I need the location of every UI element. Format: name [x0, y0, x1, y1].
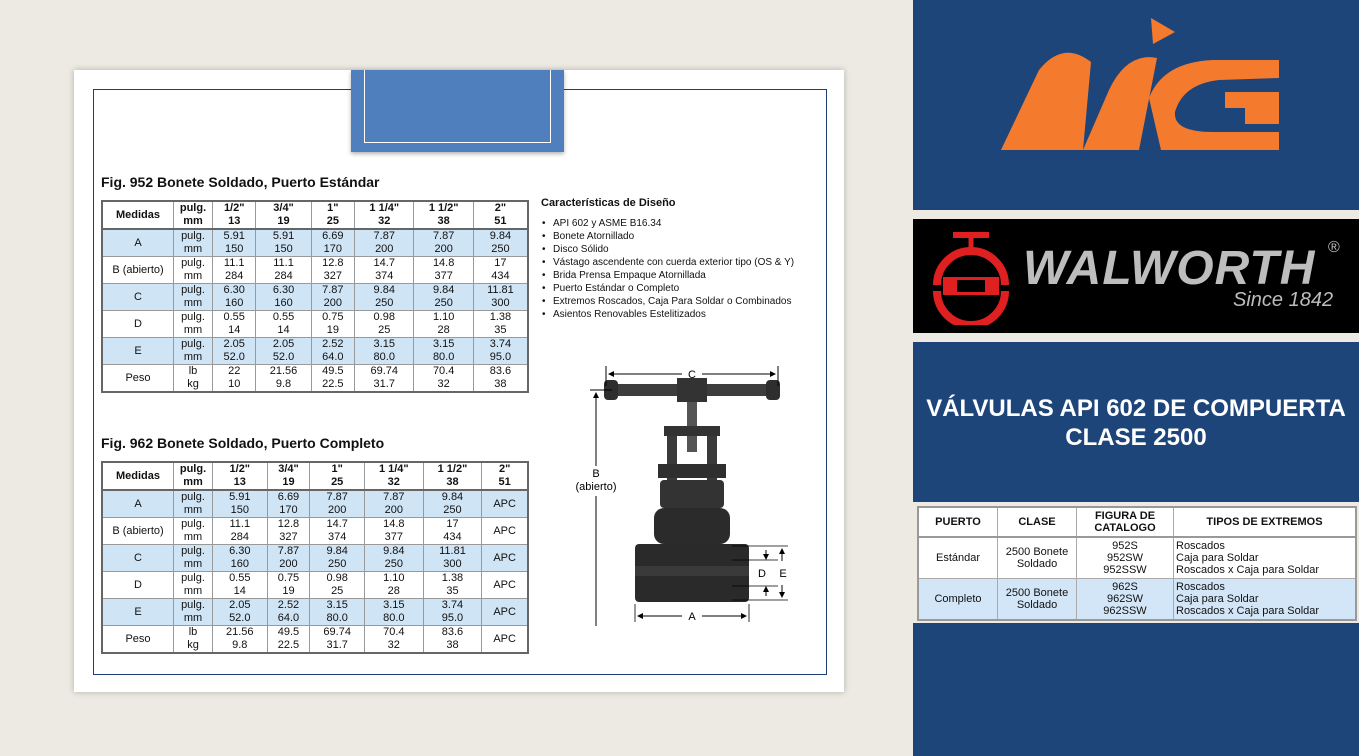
table-cell: 11.81: [473, 284, 528, 298]
summary-figura: 952SW: [1106, 552, 1144, 564]
size-inch: 1 1/4": [364, 462, 423, 476]
mc-logo-panel: [913, 0, 1359, 210]
table-cell: 160: [256, 297, 311, 311]
table-cell: 434: [423, 531, 482, 545]
table-cell: 3.15: [355, 338, 414, 352]
row-unit: kg: [174, 639, 213, 653]
feature-item: • Bonete Atornillado: [553, 230, 794, 243]
table-cell: 374: [310, 531, 365, 545]
summary-clase: 2500 Bonete Soldado: [998, 579, 1077, 621]
table-cell: 3.15: [310, 599, 365, 613]
table-cell: 0.55: [213, 572, 268, 586]
table-row: [102, 229, 528, 243]
size-mm: 13: [213, 215, 256, 229]
row-label: A: [102, 490, 174, 518]
dim-label-c: C: [688, 369, 696, 381]
row-unit: kg: [174, 378, 213, 392]
table-row: [102, 518, 528, 532]
size-inch: 1": [310, 462, 365, 476]
table-cell: 6.69: [311, 229, 354, 243]
table-cell: 2.52: [311, 338, 354, 352]
table-cell: 10: [213, 378, 256, 392]
dim-label-d: D: [758, 568, 766, 580]
table-cell: 19: [267, 585, 310, 599]
summary-figura: 962S: [1112, 581, 1138, 593]
fig952-title: Fig. 952 Bonete Soldado, Puerto Estándar: [101, 174, 380, 190]
size-mm: 19: [256, 215, 311, 229]
table-cell: 6.30: [256, 284, 311, 298]
table-cell: 80.0: [355, 351, 414, 365]
dim-label-a: A: [688, 611, 696, 623]
table-cell: 35: [473, 324, 528, 338]
size-inch: 1/2": [213, 462, 268, 476]
table-cell: 28: [414, 324, 473, 338]
table-row: [102, 572, 528, 586]
row-label: C: [102, 545, 174, 572]
header-label: Medidas: [102, 462, 174, 490]
table-cell: 52.0: [256, 351, 311, 365]
feature-item: • Vástago ascendente con cuerda exterior tipo (OS & Y): [553, 256, 794, 269]
table-cell: 0.55: [256, 311, 311, 325]
summary-row: [918, 537, 1356, 579]
table-cell: 9.84: [423, 490, 482, 504]
row-label: B (abierto): [102, 518, 174, 545]
header-row-in: [102, 462, 528, 476]
table-cell: 12.8: [311, 257, 354, 271]
feature-item: • Extremos Roscados, Caja Para Soldar o Combinados: [553, 295, 794, 308]
size-mm: 32: [364, 476, 423, 490]
row-label: Peso: [102, 365, 174, 393]
table-cell: 434: [473, 270, 528, 284]
dim-label-b: B: [592, 468, 600, 480]
row-unit: mm: [174, 324, 213, 338]
table-cell: 49.5: [311, 365, 354, 379]
row-unit: mm: [174, 558, 213, 572]
table-cell: 11.1: [213, 518, 268, 532]
row-unit: pulg.: [174, 338, 213, 352]
row-unit: mm: [174, 243, 213, 257]
table-cell: 3.15: [414, 338, 473, 352]
table-cell: 327: [267, 531, 310, 545]
row-unit: pulg.: [174, 599, 213, 613]
table-cell: 200: [311, 297, 354, 311]
table-cell: 250: [473, 243, 528, 257]
table-cell: 284: [213, 531, 268, 545]
summary-header-cell: FIGURA DE CATALOGO: [1077, 507, 1174, 537]
row-unit: mm: [174, 531, 213, 545]
row-unit: pulg.: [174, 545, 213, 559]
feature-item: • Puerto Estándar o Completo: [553, 282, 794, 295]
table-cell: 1.10: [414, 311, 473, 325]
walworth-name: WALWORTH: [1023, 242, 1316, 295]
table-cell: 83.6: [423, 626, 482, 640]
table-cell: 200: [310, 504, 365, 518]
row-unit: mm: [174, 351, 213, 365]
table-cell: 7.87: [355, 229, 414, 243]
summary-tipo: Roscados: [1176, 581, 1225, 593]
table-cell: 22.5: [311, 378, 354, 392]
blue-header-tab: [351, 70, 564, 152]
table-cell: 250: [364, 558, 423, 572]
table-cell: 170: [311, 243, 354, 257]
table-cell: 250: [355, 297, 414, 311]
table-cell: 38: [473, 378, 528, 392]
fig962-title: Fig. 962 Bonete Soldado, Puerto Completo: [101, 435, 385, 451]
dim-label-e: E: [779, 568, 787, 580]
size-mm: 32: [355, 215, 414, 229]
fig962-table: [101, 461, 529, 654]
row-label: Peso: [102, 626, 174, 654]
table-cell: 284: [256, 270, 311, 284]
row-unit: pulg.: [174, 257, 213, 271]
summary-figuras: [1077, 579, 1174, 621]
table-cell: 70.4: [414, 365, 473, 379]
table-cell: 2.05: [213, 338, 256, 352]
table-cell: 11.81: [423, 545, 482, 559]
table-cell: 7.87: [310, 490, 365, 504]
table-cell: 9.84: [355, 284, 414, 298]
size-inch: 3/4": [267, 462, 310, 476]
table-cell: 11.1: [256, 257, 311, 271]
summary-row: [918, 579, 1356, 621]
table-cell: 2.05: [256, 338, 311, 352]
table-cell: 250: [414, 297, 473, 311]
table-cell: 200: [267, 558, 310, 572]
apc-cell: APC: [482, 599, 528, 626]
summary-figura: 962SW: [1106, 593, 1144, 605]
table-cell: 70.4: [364, 626, 423, 640]
table-cell: 80.0: [414, 351, 473, 365]
bottom-blue-panel: [913, 623, 1359, 756]
table-cell: 9.84: [364, 545, 423, 559]
size-mm: 38: [423, 476, 482, 490]
table-cell: 2.52: [267, 599, 310, 613]
table-cell: 21.56: [213, 626, 268, 640]
row-label: D: [102, 311, 174, 338]
table-cell: 83.6: [473, 365, 528, 379]
table-cell: 0.55: [213, 311, 256, 325]
table-cell: 150: [213, 504, 268, 518]
header-unit: pulg.: [174, 201, 213, 215]
size-mm: 13: [213, 476, 268, 490]
table-cell: 80.0: [310, 612, 365, 626]
table-cell: 25: [310, 585, 365, 599]
summary-clase: 2500 Bonete Soldado: [998, 537, 1077, 579]
summary-tipos: [1174, 537, 1357, 579]
features-title: Características de Diseño: [541, 197, 676, 209]
table-cell: 160: [213, 297, 256, 311]
size-inch: 1 1/4": [355, 201, 414, 215]
row-unit: lb: [174, 365, 213, 379]
feature-item: • API 602 y ASME B16.34: [553, 217, 794, 230]
table-cell: 21.56: [256, 365, 311, 379]
table-cell: 5.91: [213, 490, 268, 504]
size-inch: 1 1/2": [423, 462, 482, 476]
table-cell: 64.0: [311, 351, 354, 365]
table-cell: 19: [311, 324, 354, 338]
summary-tipo: Caja para Soldar: [1176, 593, 1259, 605]
table-cell: 5.91: [213, 229, 256, 243]
table-cell: 17: [423, 518, 482, 532]
row-unit: pulg.: [174, 490, 213, 504]
feature-item: • Brida Prensa Empaque Atornillada: [553, 269, 794, 282]
summary-tipo: Roscados x Caja para Soldar: [1176, 605, 1320, 617]
table-cell: 3.74: [423, 599, 482, 613]
table-cell: 12.8: [267, 518, 310, 532]
table-cell: 9.84: [310, 545, 365, 559]
row-unit: mm: [174, 270, 213, 284]
table-cell: 7.87: [364, 490, 423, 504]
size-mm: 25: [310, 476, 365, 490]
table-row: [102, 284, 528, 298]
table-cell: 7.87: [414, 229, 473, 243]
catalog-page: [74, 70, 844, 692]
size-inch: 1/2": [213, 201, 256, 215]
table-cell: 9.8: [213, 639, 268, 653]
row-unit: pulg.: [174, 284, 213, 298]
apc-cell: APC: [482, 626, 528, 654]
walworth-registered: ®: [1328, 239, 1340, 256]
table-cell: 374: [355, 270, 414, 284]
table-cell: 2.05: [213, 599, 268, 613]
summary-figura: 952SSW: [1103, 564, 1147, 576]
summary-tipos: [1174, 579, 1357, 621]
size-mm: 51: [473, 215, 528, 229]
table-cell: 160: [213, 558, 268, 572]
summary-figura: 952S: [1112, 540, 1138, 552]
summary-header-cell: PUERTO: [918, 507, 998, 537]
table-cell: 9.84: [473, 229, 528, 243]
table-cell: 150: [256, 243, 311, 257]
apc-cell: APC: [482, 545, 528, 572]
row-unit: mm: [174, 585, 213, 599]
apc-cell: APC: [482, 572, 528, 599]
row-label: E: [102, 338, 174, 365]
table-row: [102, 311, 528, 325]
row-unit: pulg.: [174, 572, 213, 586]
table-cell: 200: [414, 243, 473, 257]
table-row: [102, 338, 528, 352]
size-inch: 1": [311, 201, 354, 215]
table-cell: 52.0: [213, 351, 256, 365]
table-cell: 95.0: [423, 612, 482, 626]
table-cell: 49.5: [267, 626, 310, 640]
summary-puerto: Estándar: [918, 537, 998, 579]
feature-item: • Asientos Renovables Estelitizados: [553, 308, 794, 321]
table-cell: 32: [364, 639, 423, 653]
table-cell: 0.98: [310, 572, 365, 586]
table-cell: 250: [423, 504, 482, 518]
size-mm: 19: [267, 476, 310, 490]
table-cell: 14: [213, 585, 268, 599]
table-cell: 200: [355, 243, 414, 257]
table-row: [102, 599, 528, 613]
table-cell: 64.0: [267, 612, 310, 626]
table-cell: 22: [213, 365, 256, 379]
table-cell: 377: [364, 531, 423, 545]
table-cell: 14.7: [355, 257, 414, 271]
table-cell: 250: [310, 558, 365, 572]
table-cell: 28: [364, 585, 423, 599]
table-row: [102, 365, 528, 379]
dim-label-b-open: (abierto): [575, 481, 617, 493]
table-row: [102, 490, 528, 504]
size-inch: 3/4": [256, 201, 311, 215]
size-mm: 38: [414, 215, 473, 229]
table-row: [102, 545, 528, 559]
summary-tipo: Roscados: [1176, 540, 1225, 552]
header-label: Medidas: [102, 201, 174, 229]
row-label: A: [102, 229, 174, 257]
table-cell: 300: [473, 297, 528, 311]
walworth-valve-icon: [917, 225, 1017, 325]
table-cell: 6.30: [213, 284, 256, 298]
walworth-since: Since 1842: [1233, 289, 1334, 311]
table-cell: 52.0: [213, 612, 268, 626]
table-cell: 3.15: [364, 599, 423, 613]
summary-header-cell: TIPOS DE EXTREMOS: [1174, 507, 1357, 537]
valve-diagram: [552, 356, 822, 626]
table-cell: 327: [311, 270, 354, 284]
table-cell: 3.74: [473, 338, 528, 352]
row-unit: mm: [174, 504, 213, 518]
table-cell: 7.87: [267, 545, 310, 559]
size-inch: 2": [473, 201, 528, 215]
headline-panel: [913, 342, 1359, 502]
row-label: C: [102, 284, 174, 311]
table-cell: 9.8: [256, 378, 311, 392]
table-cell: 38: [423, 639, 482, 653]
size-mm: 51: [482, 476, 528, 490]
table-cell: 25: [355, 324, 414, 338]
row-unit: mm: [174, 297, 213, 311]
table-cell: 200: [364, 504, 423, 518]
table-cell: 284: [213, 270, 256, 284]
header-row-in: [102, 201, 528, 215]
table-cell: 11.1: [213, 257, 256, 271]
table-cell: 0.75: [267, 572, 310, 586]
table-cell: 31.7: [310, 639, 365, 653]
table-cell: 1.38: [473, 311, 528, 325]
size-inch: 1 1/2": [414, 201, 473, 215]
table-row: [102, 257, 528, 271]
bonnet: [654, 508, 730, 544]
summary-figuras: [1077, 537, 1174, 579]
row-unit: pulg.: [174, 229, 213, 243]
table-cell: 0.98: [355, 311, 414, 325]
walworth-logo-panel: [913, 219, 1359, 333]
row-label: B (abierto): [102, 257, 174, 284]
table-cell: 6.69: [267, 490, 310, 504]
table-cell: 6.30: [213, 545, 268, 559]
row-unit: pulg.: [174, 518, 213, 532]
fig952-table: [101, 200, 529, 393]
table-cell: 5.91: [256, 229, 311, 243]
table-cell: 150: [213, 243, 256, 257]
table-cell: 7.87: [311, 284, 354, 298]
table-cell: 80.0: [364, 612, 423, 626]
table-cell: 0.75: [311, 311, 354, 325]
header-unit: mm: [174, 476, 213, 490]
headline-line2: CLASE 2500: [1065, 424, 1207, 451]
mc-logo: [913, 0, 1359, 210]
table-cell: 31.7: [355, 378, 414, 392]
table-cell: 95.0: [473, 351, 528, 365]
table-cell: 170: [267, 504, 310, 518]
row-unit: pulg.: [174, 311, 213, 325]
table-cell: 14: [256, 324, 311, 338]
table-cell: 22.5: [267, 639, 310, 653]
table-cell: 1.38: [423, 572, 482, 586]
size-inch: 2": [482, 462, 528, 476]
apc-cell: APC: [482, 518, 528, 545]
header-unit: mm: [174, 215, 213, 229]
row-unit: mm: [174, 612, 213, 626]
header-unit: pulg.: [174, 462, 213, 476]
size-mm: 25: [311, 215, 354, 229]
summary-header-row: [918, 507, 1356, 537]
table-cell: 300: [423, 558, 482, 572]
headline: [913, 394, 1359, 452]
table-cell: 377: [414, 270, 473, 284]
summary-header-cell: CLASE: [998, 507, 1077, 537]
features-list: [541, 217, 794, 321]
table-cell: 35: [423, 585, 482, 599]
feature-item: • Disco Sólido: [553, 243, 794, 256]
table-row: [102, 626, 528, 640]
summary-tipo: Roscados x Caja para Soldar: [1176, 564, 1320, 576]
table-cell: 69.74: [310, 626, 365, 640]
headline-line1: VÁLVULAS API 602 DE COMPUERTA: [926, 395, 1346, 422]
row-label: E: [102, 599, 174, 626]
summary-tipo: Caja para Soldar: [1176, 552, 1259, 564]
table-cell: 1.10: [364, 572, 423, 586]
apc-cell: APC: [482, 490, 528, 518]
summary-puerto: Completo: [918, 579, 998, 621]
table-cell: 17: [473, 257, 528, 271]
table-cell: 32: [414, 378, 473, 392]
table-cell: 14: [213, 324, 256, 338]
table-cell: 14.8: [414, 257, 473, 271]
row-unit: lb: [174, 626, 213, 640]
table-cell: 69.74: [355, 365, 414, 379]
table-cell: 9.84: [414, 284, 473, 298]
summary-figura: 962SSW: [1103, 605, 1147, 617]
table-cell: 14.8: [364, 518, 423, 532]
summary-table: [917, 506, 1357, 621]
table-cell: 14.7: [310, 518, 365, 532]
row-label: D: [102, 572, 174, 599]
